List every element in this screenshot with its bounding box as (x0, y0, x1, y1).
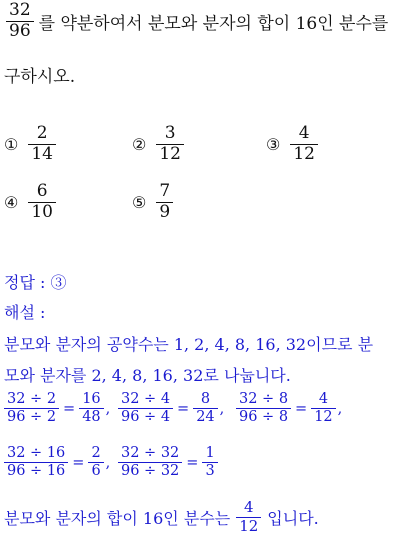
option-fraction: $\frac{3}{12}$ (156, 125, 184, 164)
option-mark: ④ (4, 192, 19, 212)
option-5[interactable] (132, 183, 175, 222)
option-mark: ② (132, 134, 147, 154)
answer (4, 270, 67, 293)
conclusion-text: 분모와 분자의 합이 16인 분수는 (4, 508, 231, 528)
option-mark: ③ (266, 134, 281, 154)
option-mark: ⑤ (132, 192, 147, 212)
option-1[interactable] (4, 125, 58, 164)
explanation-line2: 모와 분자를 2, 4, 8, 16, 32로 나눕니다. (4, 366, 291, 385)
option-fraction: $\frac{4}{12}$ (290, 125, 318, 164)
equation-2: $\frac{32 \div 4}{96 \div 4}$ = $\frac{8}{24}$ , (116, 392, 224, 425)
explanation-line1: 분모와 분자의 공약수는 1, 2, 4, 8, 16, 32이므로 분 (4, 335, 374, 354)
option-fraction: $\frac{6}{10}$ (28, 183, 56, 222)
option-4[interactable] (4, 183, 58, 222)
option-3[interactable] (266, 125, 320, 164)
option-2[interactable] (132, 125, 186, 164)
question-fraction: $\frac{32}{96}$ (6, 2, 34, 41)
answer-label: 정답 : (4, 273, 46, 292)
question-text-line1: 를 약분하여서 분모와 분자의 합이 16인 분수를 (38, 13, 389, 34)
conclusion-end: 입니다. (267, 508, 319, 528)
option-fraction: $\frac{7}{9}$ (156, 183, 173, 222)
equation-1: $\frac{32 \div 2}{96 \div 2}$ = $\frac{16}{48}$ , (2, 392, 110, 425)
equation-5: $\frac{32 \div 32}{96 \div 32}$ = $\frac{1}{3}$ (116, 446, 220, 479)
explanation-label: 해설 : (4, 303, 46, 322)
question-text-line2: 구하시오. (4, 67, 76, 87)
option-fraction: $\frac{2}{14}$ (28, 125, 56, 164)
option-mark: ① (4, 134, 19, 154)
answer-value: ③ (50, 273, 67, 292)
conclusion-fraction: $\frac{4}{12}$ (236, 500, 261, 535)
conclusion (4, 500, 319, 535)
equation-3: $\frac{32 \div 8}{96 \div 8}$ = $\frac{4}{12}$ , (234, 392, 342, 425)
equation-4: $\frac{32 \div 16}{96 \div 16}$ = $\frac{2}{6}$ , (2, 446, 110, 479)
question (4, 2, 388, 41)
